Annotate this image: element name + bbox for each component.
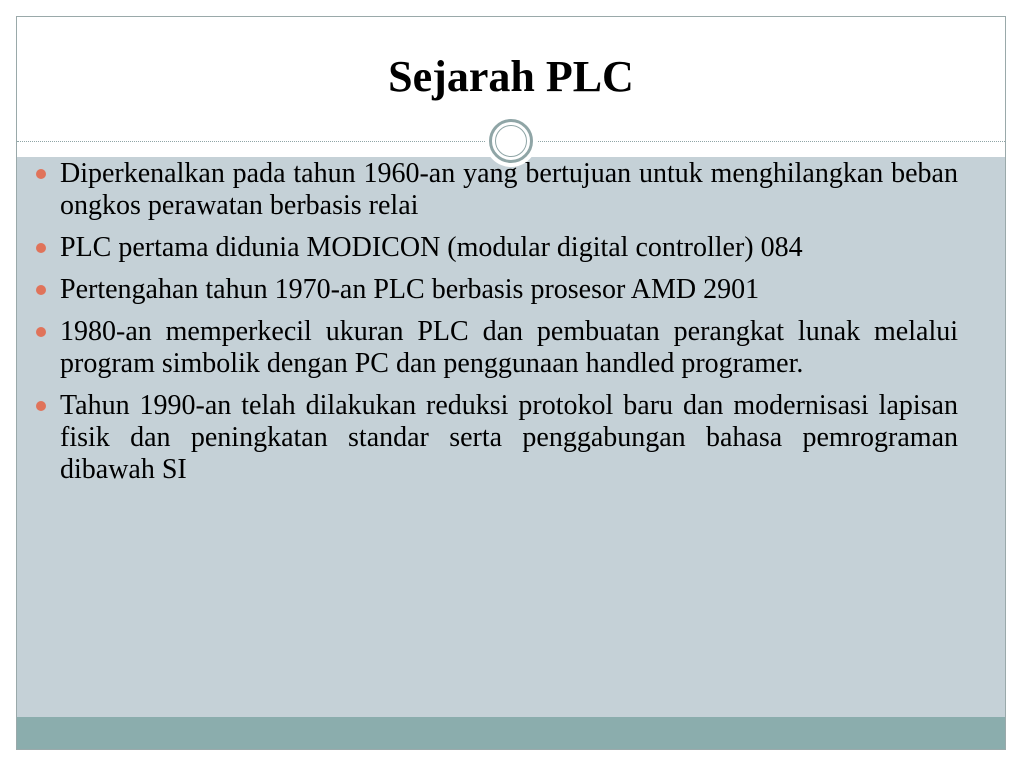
bullet-text: PLC pertama didunia MODICON (modular digital controller) 084	[60, 232, 803, 263]
ornament-outer-ring	[489, 119, 533, 163]
list-item	[36, 232, 958, 264]
bullet-text: Tahun 1990-an telah dilakukan reduksi protokol baru dan modernisasi lapisan fisik dan peningkatan standar serta penggabungan bahasa pemrograman dibawah SI	[60, 390, 958, 485]
list-item	[36, 390, 958, 486]
list-item	[36, 158, 958, 222]
footer-band	[17, 717, 1005, 750]
bullet-dot-icon	[36, 169, 46, 179]
bullet-dot-icon	[36, 243, 46, 253]
list-item	[36, 274, 958, 306]
list-item	[36, 316, 958, 380]
bullet-dot-icon	[36, 285, 46, 295]
bullet-text: Diperkenalkan pada tahun 1960-an yang bertujuan untuk menghilangkan beban ongkos perawatan berbasis relai	[60, 158, 958, 221]
bullet-dot-icon	[36, 401, 46, 411]
slide-title: Sejarah PLC	[388, 52, 634, 101]
ornament-inner-ring	[495, 125, 527, 157]
bullet-text: 1980-an memperkecil ukuran PLC dan pembuatan perangkat lunak melalui program simbolik dengan PC dan penggunaan handled programer.	[60, 316, 958, 379]
bullet-text: Pertengahan tahun 1970-an PLC berbasis prosesor AMD 2901	[60, 274, 760, 305]
bullet-dot-icon	[36, 327, 46, 337]
bullet-list	[36, 158, 958, 496]
